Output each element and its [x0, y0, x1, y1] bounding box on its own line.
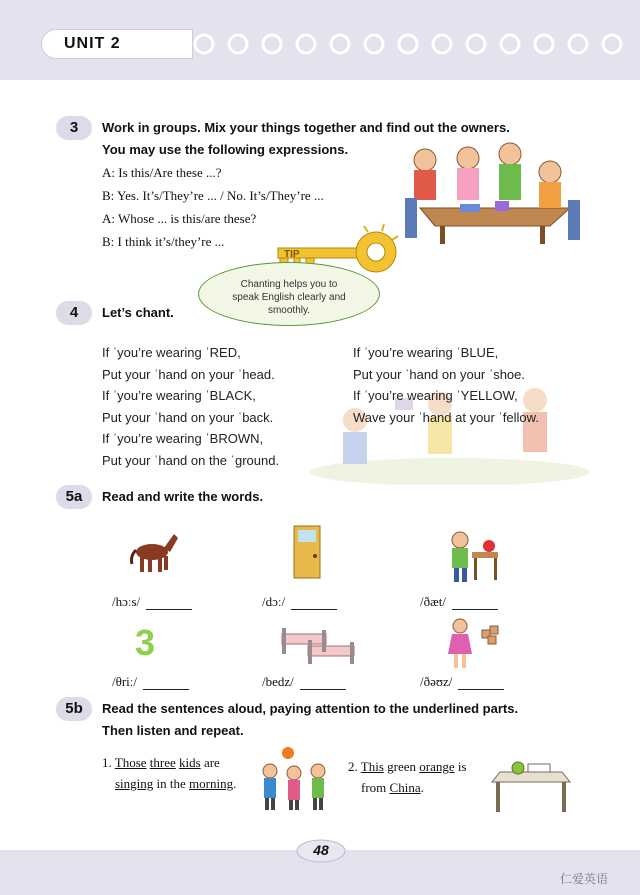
girl-with-boxes-icon	[444, 616, 504, 670]
singing-kids-icon	[258, 745, 330, 811]
sentence-2: 2. This green orange is from China.	[348, 759, 467, 795]
door-icon	[292, 524, 322, 580]
boy-at-desk-icon	[442, 528, 502, 584]
section-3-instruction: Work in groups. Mix your things together and find out the owners. You may use the following expressions.	[102, 120, 510, 157]
dialogue-line: B: Yes. It’s/They’re ... / No. It’s/They’re ...	[102, 188, 324, 203]
word-blank[interactable]: /dɔː/	[262, 594, 337, 610]
beds-icon	[278, 620, 360, 666]
kids-at-table-illustration	[400, 138, 585, 246]
dialogue-line: A: Whose ... is this/are these?	[102, 211, 257, 226]
tip-bubble	[198, 262, 380, 326]
publisher-logo: 仁爱英语	[560, 872, 609, 886]
section-3-badge: 3	[56, 116, 92, 140]
section-5b-badge: 5b	[56, 697, 92, 721]
word-blank[interactable]: /ðəʊz/	[420, 674, 504, 690]
word-blank[interactable]: /bedz/	[262, 674, 346, 690]
sentence-1: 1. Those three kids are singing in the morning.	[102, 755, 237, 791]
section-5b-instruction: Read the sentences aloud, paying attention to the underlined parts. Then listen and repeat.	[102, 701, 519, 738]
page-number-badge	[295, 838, 347, 864]
dialogue-line: A: Is this/Are these ...?	[102, 165, 222, 180]
dialogue-line: B: I think it’s/they’re ...	[102, 234, 225, 249]
unit-title: UNIT 2	[64, 35, 121, 52]
word-blank[interactable]: /hɔːs/	[112, 594, 192, 610]
tip-label: TIP	[284, 249, 300, 260]
word-blank[interactable]: /θriː/	[112, 674, 189, 690]
chant-left-column: If ˈyou’re wearing ˈRED, Put your ˈhand on your ˈhead. If ˈyou’re wearing ˈBLACK, Put your ˈhand on your ˈback. If ˈyou’re wearing ˈBROWN, Put your ˈhand on the ˈground.	[102, 345, 280, 468]
section-5a-instruction: Read and write the words.	[102, 489, 264, 504]
section-4-instruction: Let’s chant.	[102, 305, 174, 320]
number-three-icon: 3	[135, 622, 156, 663]
horse-icon	[128, 528, 180, 576]
page-number: 48	[313, 842, 329, 858]
tip-text: Chanting helps you to speak English clearly and smoothly.	[232, 279, 346, 316]
word-blank[interactable]: /ðæt/	[420, 594, 498, 610]
table-with-orange-icon	[490, 756, 572, 816]
section-5a-badge: 5a	[56, 485, 92, 509]
decorative-rings	[192, 30, 640, 58]
section-4-badge: 4	[56, 301, 92, 325]
unit-tab	[42, 30, 192, 58]
chant-right-column: If ˈyou’re wearing ˈBLUE, Put your ˈhand on your ˈshoe. If ˈyou’re wearing ˈYELLOW, Wave your ˈhand at your ˈfellow.	[353, 345, 539, 425]
